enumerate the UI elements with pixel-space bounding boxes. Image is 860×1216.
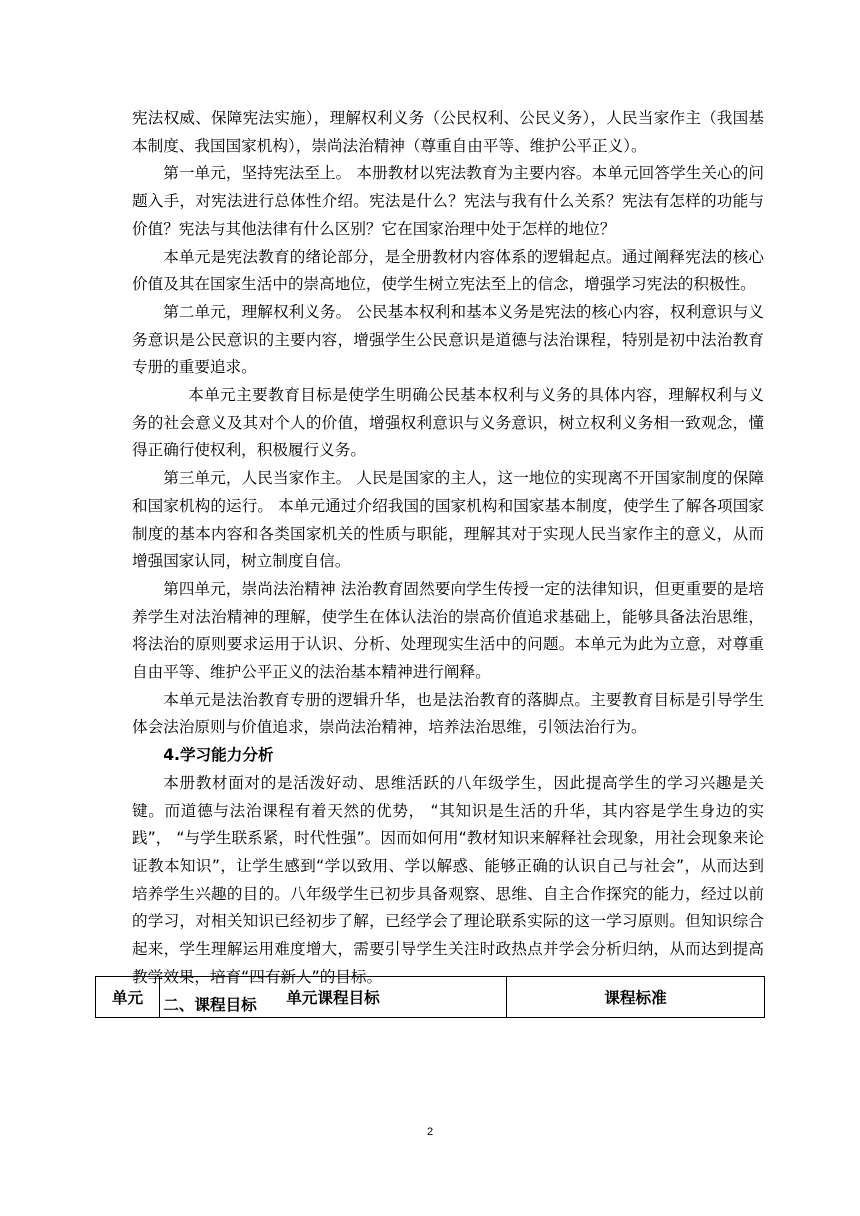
table-header-row — [96, 977, 765, 1018]
paragraph: 本单元是法治教育专册的逻辑升华，也是法治教育的落脚点。主要教育目标是引导学生体会法治原则与价值追求，崇尚法治精神，培养法治思维，引领法治行为。 — [132, 690, 764, 737]
paragraph: 第三单元，人民当家作主。 人民是国家的主人，这一地位的实现离不开国家制度的保障和国家机构的运行。 本单元通过介绍我国的国家机构和国家基本制度，使学生了解各项国家制度的基本内容和各类国家机关的性质与职能，理解其对于实现人民当家作主的意义，从而增强国家认同，树立制度自信。 — [132, 469, 764, 571]
header-unit: 单元 — [96, 977, 160, 1018]
section-heading: 二、课程目标 — [163, 995, 257, 1014]
page-number: 2 — [426, 1126, 434, 1138]
paragraph: 本单元是宪法教育的绪论部分，是全册教材内容体系的逻辑起点。通过阐释宪法的核心价值及其在国家生活中的崇高地位，使学生树立宪法至上的信念，增强学习宪法的积极性。 — [132, 247, 764, 294]
paragraph: 第四单元，崇尚法治精神 法治教育固然要向学生传授一定的法律知识，但更重要的是培养学生对法治精神的理解，使学生在体认法治的崇高价值追求基础上，能够具备法治思维，将法治的原则要求运用于认识、分析、处理现实生活中的问题。本单元为此为立意，对尊重自由平等、维护公平正义的法治基本精神进行阐释。 — [132, 579, 764, 682]
section-heading: 4.学习能力分析 — [163, 746, 274, 765]
header-unit-goals: 单元课程目标 — [160, 977, 507, 1018]
course-goals-table — [95, 976, 765, 1018]
body-text — [132, 105, 764, 1019]
paragraph: 本册教材面对的是活泼好动、思维活跃的八年级学生，因此提高学生的学习兴趣是关键。而道德与法治课程有着天然的优势， “其知识是生活的升华，其内容是学生身边的实践”， “与学生联系紧，时代性强”。因而如何用“教材知识来解释社会现象，用社会现象来论证教本知识”，让学生感到“学以致用、学以解惑、能够正确的认识自己与社会”，从而达到培养学生兴趣的目的。八年级学生已初步具备观察、思维、自主合作探究的能力，经过以前的学习，对相关知识已经初步了解，已经学会了理论联系实际的这一学习原则。但知识综合起来，学生理解运用难度增大，需要引导学生关注时政热点并学会分析归纳，从而达到提高教学效果，培育“四有新人”的目标。 — [132, 773, 764, 986]
paragraph: 本单元主要教育目标是使学生明确公民基本权利与义务的具体内容，理解权利与义务的社会意义及其对个人的价值，增强权利意识与义务意识，树立权利义务相一致观念，懂得正确行使权利，积极履行义务。 — [132, 386, 764, 460]
paragraph: 第一单元，坚持宪法至上。 本册教材以宪法教育为主要内容。本单元回答学生关心的问题入手，对宪法进行总体性介绍。宪法是什么？宪法与我有什么关系？宪法有怎样的功能与价值？宪法与其他法律有什么区别？它在国家治理中处于怎样的地位？ — [132, 164, 764, 238]
paragraph: 第二单元，理解权利义务。 公民基本权利和基本义务是宪法的核心内容，权利意识与义务意识是公民意识的主要内容，增强学生公民意识是道德与法治课程，特别是初中法治教育专册的重要追求。 — [132, 302, 764, 377]
header-curriculum-standard: 课程标准 — [507, 977, 765, 1018]
paragraph: 宪法权威、保障宪法实施），理解权利义务（公民权利、公民义务），人民当家作主（我国基本制度、我国国家机构），崇尚法治精神（尊重自由平等、维护公平正义）。 — [132, 109, 764, 155]
